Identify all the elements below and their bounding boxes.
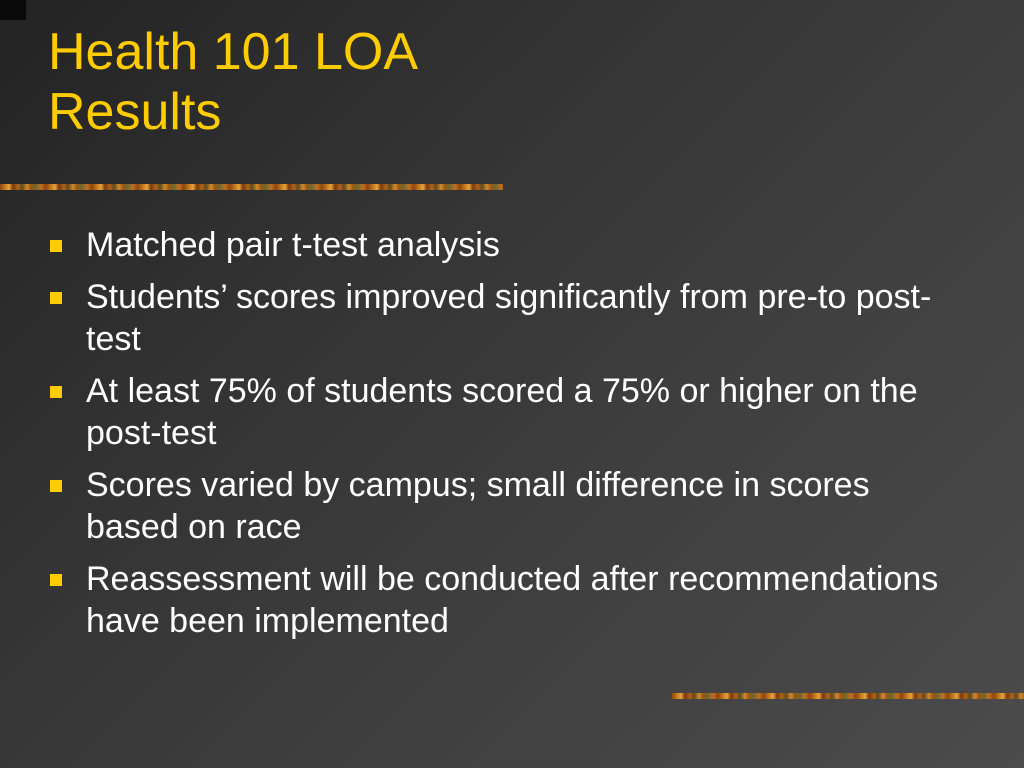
square-bullet-icon xyxy=(50,480,62,492)
bullet-text-3: At least 75% of students scored a 75% or higher on the post-test xyxy=(86,372,918,452)
bullet-text-5: Reassessment will be conducted after recommendations have been implemented xyxy=(86,560,939,640)
bullet-text-1: Matched pair t-test analysis xyxy=(86,226,500,264)
bullet-item-5 xyxy=(48,558,968,642)
slide-title-line-1: Health 101 LOA xyxy=(48,23,419,81)
bullet-item-1 xyxy=(48,224,968,266)
bullet-text-4: Scores varied by campus; small difference in scores based on race xyxy=(86,466,870,546)
title-divider-bar xyxy=(0,184,503,190)
square-bullet-icon xyxy=(50,574,62,586)
square-bullet-icon xyxy=(50,292,62,304)
footer-divider-bar xyxy=(672,693,1024,699)
square-bullet-icon xyxy=(50,240,62,252)
bullet-text-2: Students’ scores improved significantly from pre-to post-test xyxy=(86,278,932,358)
bullet-item-4 xyxy=(48,464,968,548)
bullet-list xyxy=(48,224,968,652)
slide-title xyxy=(48,22,418,142)
bullet-item-3 xyxy=(48,370,968,454)
square-bullet-icon xyxy=(50,386,62,398)
bullet-item-2 xyxy=(48,276,968,360)
slide-title-line-2: Results xyxy=(48,83,222,141)
corner-mark xyxy=(0,0,26,20)
